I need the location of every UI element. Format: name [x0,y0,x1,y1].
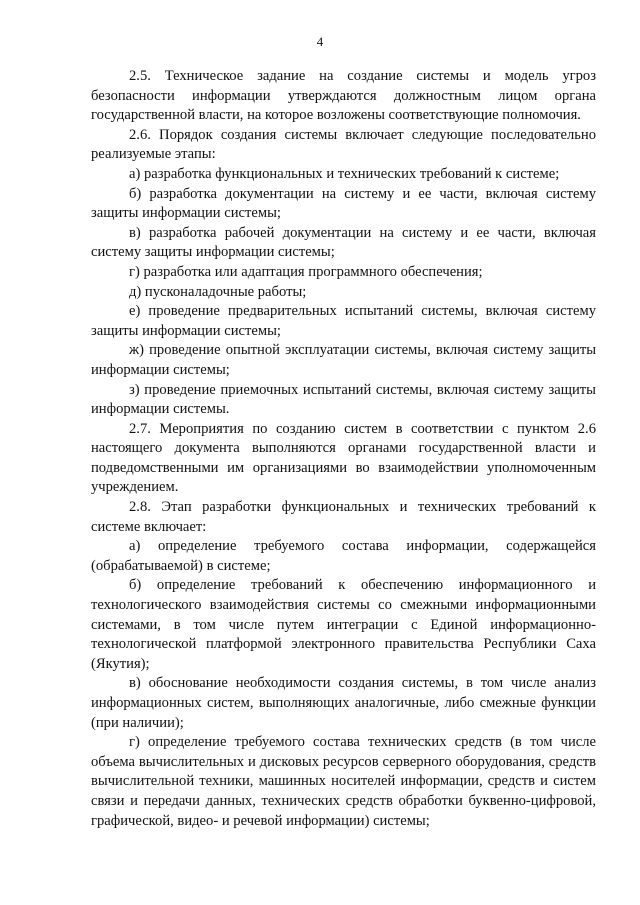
list-item-2-8-v: в) обоснование необходимости создания системы, в том числе анализ информационных систем, выполняющих аналогичные, либо смежные функции (при наличии); [91,675,596,731]
page-number: 4 [316,34,324,49]
paragraph-2-6: 2.6. Порядок создания системы включает следующие последовательно реализуемые этапы: [91,126,596,163]
list-item-2-8-g: г) определение требуемого состава технических средств (в том числе объема вычислительных и дисковых ресурсов серверного оборудования, средств вычислительной техники, машинных носителей информации, средств и систем связи и передачи данных, технических средств обработки буквенно-цифровой, графической, видео- и речевой информации) системы; [91,734,596,829]
paragraph-2-5: 2.5. Техническое задание на создание системы и модель угроз безопасности информации утверждаются должностным лицом органа государственной власти, на которое возложены соответствующие полномочия. [91,68,596,124]
list-item-zh: ж) проведение опытной эксплуатации системы, включая систему защиты информации системы; [91,342,596,378]
paragraph-2-7: 2.7. Мероприятия по созданию систем в соответствии с пунктом 2.6 настоящего документа выполняются органами государственной власти и подведомственными им организациями во взаимодействии уполномоченным учреждением. [91,420,596,496]
document-body [91,67,596,831]
list-item-b: б) разработка документации на систему и ее части, включая систему защиты информации системы; [91,185,596,222]
list-item-e: е) проведение предварительных испытаний системы, включая систему защиты информации системы; [91,303,596,339]
list-item-2-8-a: а) определение требуемого состава информации, содержащейся (обрабатываемой) в системе; [91,538,596,574]
list-item-z: з) проведение приемочных испытаний системы, включая систему защиты информации системы. [91,381,596,418]
list-item-g: г) разработка или адаптация программного обеспечения; [129,263,483,280]
list-item-a: а) разработка функциональных и технических требований к системе; [129,165,560,182]
paragraph-2-8: 2.8. Этап разработки функциональных и технических требований к системе включает: [91,499,596,535]
list-item-d: д) пусконаладочные работы; [129,283,307,300]
list-item-v: в) разработка рабочей документации на систему и ее части, включая систему защиты информации системы; [91,224,596,261]
list-item-2-8-b: б) определение требований к обеспечению информационного и технологического взаимодействия системы со смежными информационными системами, в том числе путем интеграции с Единой информационно-технологической платформой электронного правительства Республики Саха (Якутия); [91,577,596,672]
